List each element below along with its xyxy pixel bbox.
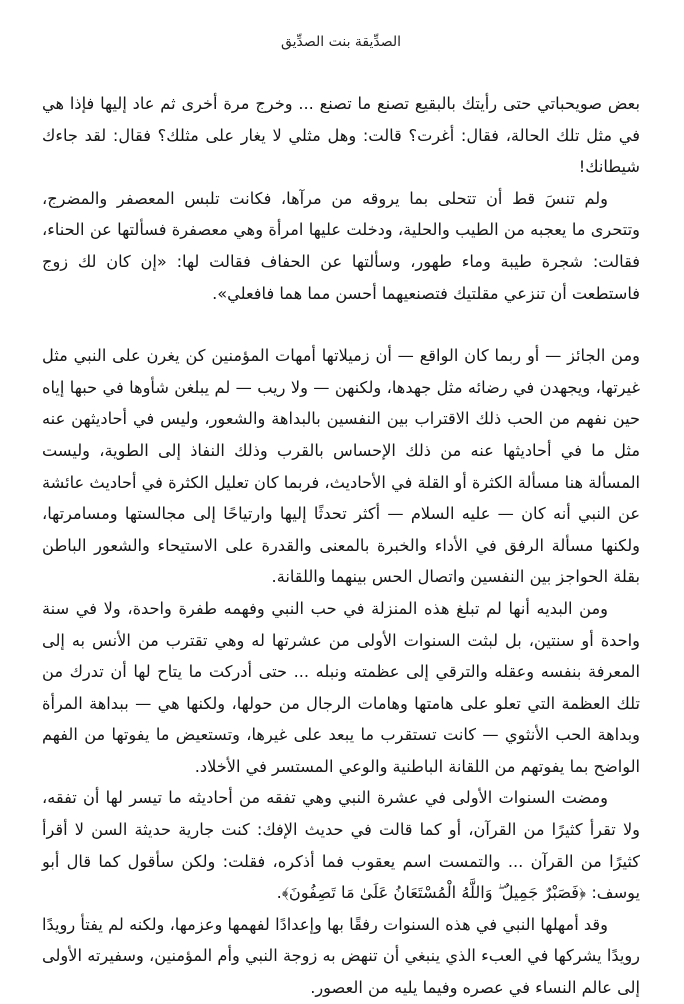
section-gap [42, 309, 640, 340]
paragraph: ومن الجائز — أو ربما كان الواقع — أن زميلاتها أمهات المؤمنين كن يغرن على النبي مثل غيرتها، ويجهدن في رضائه مثل جهدها، ولكنهن — ولا ريب — لم يبلغن شأوها في حبها إياه حين نفهم من الحب ذلك الاقتراب بين النفسين بالبداهة والشعور، وليس في أحاديثهن عنه مثل ما في أحاديثها عنه من ذلك الإحساس بالقرب وذلك النفاذ إلى الطوية، وليست المسألة هنا مسألة الكثرة أو القلة في الأحاديث، فربما كان تعليل الكثرة في أحاديث عائشة عن النبي أنه كان — عليه السلام — أكثر تحدثًا إليها وارتياحًا إلى مجالستها ومسامرتها، ولكنها مسألة الرفق في الأداء والخبرة بالمعنى والقدرة على الاستيحاء والشعور الباطن بقلة الحواجز بين النفسين واتصال الحس بينهما واللقانة. [42, 346, 640, 587]
running-title: الصدِّيقة بنت الصدِّيق [280, 34, 402, 50]
paragraph-continuation: بعض صويحباتي حتى رأيتك بالبقيع تصنع ما تصنع ... وخرج مرة أخرى ثم عاد إليها فإذا هي في مثل تلك الحالة، فقال: أغرت؟ قالت: وهل مثلي لا يغار على مثلك؟ فقال: لقد جاءك شيطانك! [42, 94, 640, 177]
paragraph: ومضت السنوات الأولى في عشرة النبي وهي تفقه من أحاديثه ما تيسر لها أن تفقه، ولا تقرأ كثيرًا من القرآن، أو كما قالت في حديث الإفك: كنت جارية حديثة السن لا أقرأ كثيرًا من القرآن ... والتمست اسم يعقوب فما أذكره، فقلت: ولكن سأقول كما قال أبو يوسف: ﴿فَصَبْرٌ جَمِيلٌ ۖ وَاللَّهُ الْمُسْتَعَانُ عَلَىٰ مَا تَصِفُونَ﴾. [42, 788, 640, 903]
page-body [42, 88, 640, 1004]
paragraph: وقد أمهلها النبي في هذه السنوات رفقًا بها وإعدادًا لفهمها وعزمها، ولكنه لم يفتأ رويدًا رويدًا يشركها في العبء الذي ينبغي أن تنهض به زوجة النبي وأم المؤمنين، وسفيرته الأولى إلى عالم النساء في عصره وفيما يليه من العصور. [42, 914, 640, 998]
paragraph: ولم تنسَ قط أن تتحلى بما يروقه من مرآها، فكانت تلبس المعصفر والمضرج، وتتحرى ما يعجبه من الطيب والحلية، ودخلت عليها امرأة وهي معصفرة فسألتها عن الحناء، فقالت: شجرة طيبة وماء طهور، وسألتها عن الحفاف فقالت لها: «إن كان لك زوج فاستطعت أن تنزعي مقلتيك فتصنعيهما أحسن مما هما فافعلي». [42, 188, 640, 303]
paragraph: ومن البديه أنها لم تبلغ هذه المنزلة في حب النبي وفهمه طفرة واحدة، ولا في سنة واحدة أو سنتين، بل لبثت السنوات الأولى من عشرتها له وهي تقترب من الأنس به إلى المعرفة بنفسه وعقله والترقي إلى عظمته ونبله ... حتى أدركت ما يتاح لها أن تدرك من تلك العظمة التي تعلو على هامتها وهامات الرجال من حولها، ولكنها هي — ببداهة المرأة وبداهة الحب الأنثوي — كانت تستقرب ما يبعد على غيرها، وتستعيض ما يفوتها من الفهم الواضح بما يفوتهم من اللقانة الباطنية والوعي المستسر في الأخلاد. [42, 598, 640, 776]
